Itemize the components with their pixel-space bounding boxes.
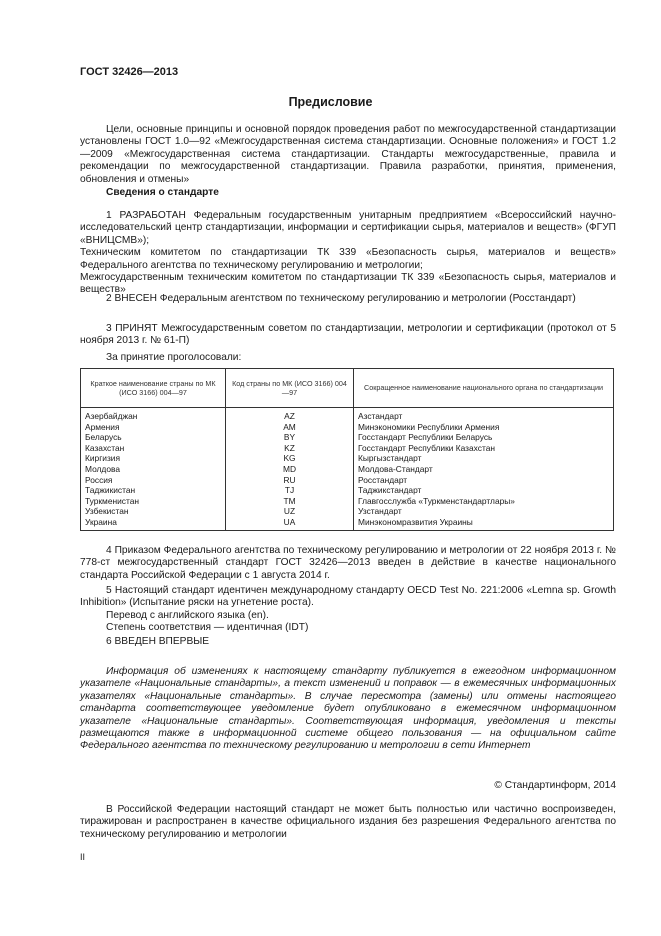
- info-paragraph: Информация об изменениях к настоящему стандарту публикуется в ежегодном информационном указателе «Национальные стандарты», а текст изменений и поправок — в ежемесячных информационных указателях «Национальные стандарты». В случае пересмотра (замены) или отмены настоящего стандарта соответствующее уведомление будет опубликовано в ежемесячном информационном указателе «Национальные стандарты». Соответствующая информация, уведомления и тексты размещаются также в информационной системе общего пользования — на официальном сайте Федерального агентства по техническому регулированию и метрологии в сети Интернет: [80, 666, 616, 752]
- country-cell: Туркменистан: [81, 496, 226, 507]
- table-row: [81, 443, 614, 454]
- section-heading-block: [80, 187, 616, 199]
- country-cell: Азербайджан: [81, 408, 226, 422]
- table-row: [81, 485, 614, 496]
- voting-states-table: [80, 368, 614, 531]
- table-row: [81, 506, 614, 517]
- section-title: Сведения о стандарте: [106, 187, 219, 198]
- table-header-body: Сокращенное наименование национального органа по стандартизации: [354, 369, 614, 408]
- code-cell: KZ: [226, 443, 354, 454]
- table-row: [81, 496, 614, 507]
- code-cell: RU: [226, 475, 354, 486]
- item1-paragraph-b: Техническим комитетом по стандартизации ТК 339 «Безопасность сырья, материалов и веществ» Федерального агентства по техническому регулированию и метрологии;: [80, 247, 616, 271]
- code-cell: UZ: [226, 506, 354, 517]
- table-header-country: Краткое наименование страны по МК (ИСО 3166) 004—97: [81, 369, 226, 408]
- body-cell: Азстандарт: [354, 408, 614, 422]
- item5-paragraph-b: Перевод с английского языка (en).: [106, 609, 269, 621]
- body-cell: Минэкономразвития Украины: [354, 517, 614, 530]
- item1-block: [80, 210, 616, 297]
- notice-paragraph: В Российской Федерации настоящий стандарт не может быть полностью или частично воспроизведен, тиражирован и распространен в качестве официального издания без разрешения Федерального агентства по техническому регулированию и метрологии: [80, 804, 616, 840]
- country-cell: Узбекистан: [81, 506, 226, 517]
- item5-block: [80, 585, 616, 635]
- body-cell: Минэкономики Республики Армения: [354, 422, 614, 433]
- item5-paragraph-a: 5 Настоящий стандарт идентичен международному стандарту OECD Test No. 221:2006 «Lemna sp. Growth Inhibition» (Испытание ряски на угнетение роста).: [80, 585, 616, 609]
- item1-paragraph-c: Межгосударственным техническим комитетом по стандартизации ТК 339 «Безопасность сырья, материалов и веществ»: [80, 272, 616, 296]
- table-header-code: Код страны по МК (ИСО 3166) 004—97: [226, 369, 354, 408]
- table-row: [81, 517, 614, 530]
- country-cell: Молдова: [81, 464, 226, 475]
- notice-block: [80, 804, 616, 841]
- item2-block: [80, 293, 616, 305]
- page-title: Предисловие: [288, 95, 373, 109]
- item2-paragraph: 2 ВНЕСЕН Федеральным агентством по техническому регулированию и метрологии (Росстандарт): [106, 293, 576, 304]
- code-cell: TM: [226, 496, 354, 507]
- table-row: [81, 464, 614, 475]
- body-cell: Росстандарт: [354, 475, 614, 486]
- item5-paragraph-c: Степень соответствия — идентичная (IDT): [106, 622, 309, 634]
- item6-paragraph: 6 ВВЕДЕН ВПЕРВЫЕ: [106, 636, 210, 647]
- voted-label-block: [80, 352, 616, 364]
- body-cell: Молдова-Стандарт: [354, 464, 614, 475]
- table-row: [81, 453, 614, 464]
- code-cell: AM: [226, 422, 354, 433]
- item4-paragraph: 4 Приказом Федерального агентства по техническому регулированию и метрологии от 22 ноября 2013 г. № 778-ст межгосударственный стандарт ГОСТ 32426—2013 введен в действие в качестве национального стандарта Российской Федерации с 1 августа 2014 г.: [80, 545, 616, 581]
- item1-paragraph-a: 1 РАЗРАБОТАН Федеральным государственным унитарным предприятием «Всероссийский научно-исследовательский центр стандартизации, информации и сертификации сырья, материалов и веществ» (ФГУП «ВНИЦСМВ»);: [80, 210, 616, 246]
- country-cell: Киргизия: [81, 453, 226, 464]
- country-cell: Казахстан: [81, 443, 226, 454]
- item3-paragraph: 3 ПРИНЯТ Межгосударственным советом по стандартизации, метрологии и сертификации (протокол от 5 ноября 2013 г. № 61-П): [80, 323, 616, 347]
- code-cell: MD: [226, 464, 354, 475]
- info-block: [80, 666, 616, 753]
- item6-block: [80, 636, 616, 648]
- item4-block: [80, 545, 616, 582]
- code-cell: TJ: [226, 485, 354, 496]
- table-row: [81, 408, 614, 422]
- body-cell: Кыргызстандарт: [354, 453, 614, 464]
- code-cell: AZ: [226, 408, 354, 422]
- country-cell: Армения: [81, 422, 226, 433]
- code-cell: UA: [226, 517, 354, 530]
- body-cell: Госстандарт Республики Казахстан: [354, 443, 614, 454]
- table-row: [81, 432, 614, 443]
- intro-block: [80, 124, 616, 186]
- page-number: II: [80, 852, 86, 862]
- body-cell: Узстандарт: [354, 506, 614, 517]
- body-cell: Таджикстандарт: [354, 485, 614, 496]
- voted-label: За принятие проголосовали:: [106, 352, 242, 363]
- code-cell: BY: [226, 432, 354, 443]
- table-header-row: [81, 369, 614, 408]
- country-cell: Беларусь: [81, 432, 226, 443]
- code-cell: KG: [226, 453, 354, 464]
- country-cell: Россия: [81, 475, 226, 486]
- document-id: ГОСТ 32426—2013: [80, 66, 179, 78]
- body-cell: Главгосслужба «Туркменстандартлары»: [354, 496, 614, 507]
- table-row: [81, 422, 614, 433]
- intro-paragraph: Цели, основные принципы и основной порядок проведения работ по межгосударственной стандартизации установлены ГОСТ 1.0—92 «Межгосударственная система стандартизации. Основные положения» и ГОСТ 1.2—2009 «Межгосударственная система стандартизации. Стандарты межгосударственные, правила и рекомендации по межгосударственной стандартизации. Правила разработки, принятия, применения, обновления и отмены»: [80, 124, 616, 185]
- copyright-line: © Стандартинформ, 2014: [494, 780, 616, 791]
- body-cell: Госстандарт Республики Беларусь: [354, 432, 614, 443]
- item3-block: [80, 323, 616, 348]
- table-row: [81, 475, 614, 486]
- country-cell: Таджикистан: [81, 485, 226, 496]
- country-cell: Украина: [81, 517, 226, 530]
